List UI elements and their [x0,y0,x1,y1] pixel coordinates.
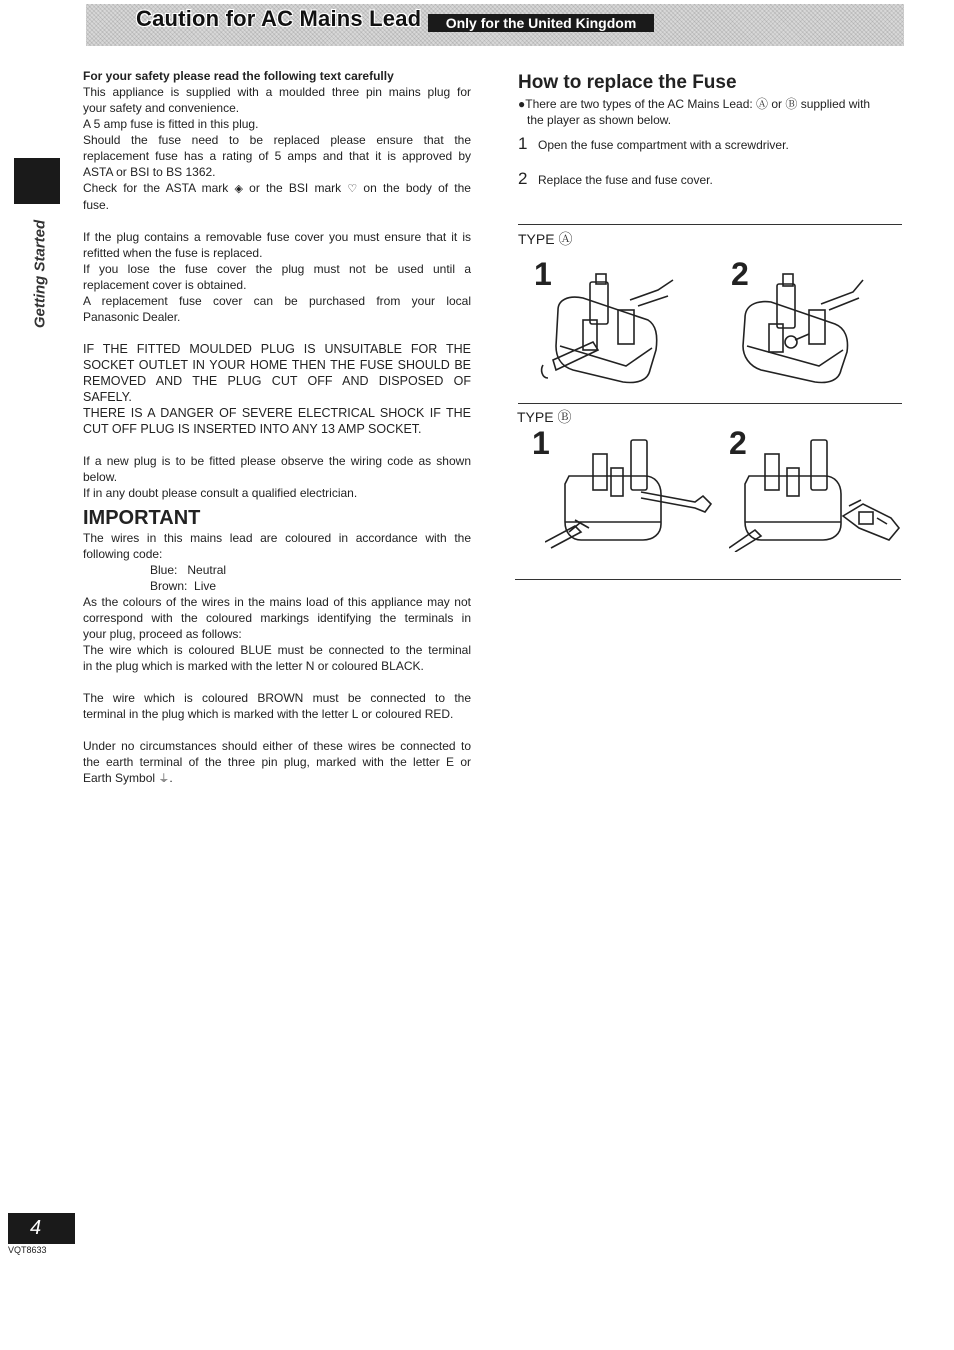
plug-type-b-open-illustration [545,432,715,552]
text-line: A replacement fuse cover can be purchased from your local [83,294,471,308]
left-column [83,68,471,787]
safety-heading: For your safety please read the following text carefully [83,69,394,83]
section-tab-marker [14,158,60,204]
figure-number-2: 2 [729,425,747,461]
document-code: VQT8633 [8,1245,47,1255]
section-heading-replace-fuse: How to replace the Fuse [518,72,737,93]
text-line: ASTA or BSI to BS 1362. [83,165,216,179]
text-line: refitted when the fuse is replaced. [83,246,263,260]
text-line: The wires in this mains lead are coloured in accordance with the [83,531,471,545]
figure-divider [518,403,902,404]
text-line: correspond with the coloured markings identifying the terminals in [83,611,471,625]
text-line: in the plug which is marked with the letter N or coloured BLACK. [83,659,424,673]
text-line: If you lose the fuse cover the plug must not be used until a [83,262,471,276]
warning-line: SOCKET OUTLET IN YOUR HOME THEN THE FUSE SHOULD BE [83,358,471,372]
wire-code-brown: Brown: Live [150,579,217,593]
page-number: 4 [8,1213,75,1244]
step-number: 2 [518,169,528,188]
text-line: The wire which is coloured BLUE must be connected to the terminal [83,643,471,657]
text-line: Should the fuse need to be replaced please ensure that the [83,133,471,147]
text-line: If a new plug is to be fitted please observe the wiring code as shown [83,454,471,468]
figure-divider [515,579,901,580]
warning-line: THERE IS A DANGER OF SEVERE ELECTRICAL SHOCK IF THE [83,406,471,420]
text-line: terminal in the plug which is marked with the letter L or coloured RED. [83,707,454,721]
plug-type-a-closed-illustration [735,270,885,390]
text-line: replacement cover is obtained. [83,278,247,292]
warning-line: CUT OFF PLUG IS INSERTED INTO ANY 13 AMP SOCKET. [83,422,422,436]
text-line: below. [83,470,118,484]
bsi-mark-icon: ♡ [347,183,358,195]
step-text: Replace the fuse and fuse cover. [538,173,713,187]
text-line: Panasonic Dealer. [83,310,181,324]
text-line: following code: [83,547,163,561]
text-fragment: or the BSI mark [249,181,342,195]
figure-number-2: 2 [731,256,749,292]
asta-mark-icon: ◈ [234,183,243,195]
figure-divider [518,224,902,225]
text-line: your plug, proceed as follows: [83,627,242,641]
text-line: If the plug contains a removable fuse cover you must ensure that it is [83,230,471,244]
right-column [518,72,904,206]
plug-type-b-closed-illustration [729,432,904,552]
text-line: the player as shown below. [527,113,672,127]
text-line: The wire which is coloured BROWN must be connected to the [83,691,471,705]
text-line: replacement fuse has a rating of 5 amps and that it is approved by [83,149,471,163]
step-item [518,136,904,153]
type-a-label: TYPE Ⓐ [518,231,573,247]
text-line [83,180,471,197]
text-line: fuse. [83,198,110,212]
warning-line: SAFELY. [83,390,132,404]
region-badge: Only for the United Kingdom [428,14,654,32]
wire-code-blue: Blue: Neutral [150,563,227,577]
text-line: If in any doubt please consult a qualified electrician. [83,486,358,500]
text-fragment: on the body of the [363,181,471,195]
figure-number-1: 1 [532,425,550,461]
step-item [518,171,904,188]
step-number: 1 [518,134,528,153]
earth-symbol-icon: ⏚ [158,773,170,785]
text-line: As the colours of the wires in the mains load of this appliance may not [83,595,471,609]
text-line: This appliance is supplied with a moulded three pin mains plug for [83,85,471,99]
page-title: Caution for AC Mains Lead [136,6,422,31]
text-line: the earth terminal of the three pin plug, marked with the letter E or [83,755,471,769]
step-text: Open the fuse compartment with a screwdriver. [538,138,789,152]
important-heading: IMPORTANT [83,507,201,529]
figure-number-1: 1 [534,256,552,292]
type-b-label: TYPE Ⓑ [517,409,572,425]
text-fragment: . [169,771,173,785]
warning-line: IF THE FITTED MOULDED PLUG IS UNSUITABLE FOR THE [83,342,471,356]
text-line: your safety and convenience. [83,101,240,115]
text-line: Under no circumstances should either of these wires be connected to [83,739,471,753]
plug-type-a-open-illustration [538,270,688,390]
step-list [518,136,904,188]
section-side-label: Getting Started [31,219,49,329]
text-fragment: Check for the ASTA mark [83,181,229,195]
warning-line: REMOVED AND THE PLUG CUT OFF AND DISPOSED OF [83,374,471,388]
text-line [83,770,471,787]
text-fragment: Earth Symbol [83,771,156,785]
text-line: A 5 amp fuse is fitted in this plug. [83,117,259,131]
text-line: ●There are two types of the AC Mains Lead: Ⓐ or Ⓑ supplied with [518,97,871,111]
